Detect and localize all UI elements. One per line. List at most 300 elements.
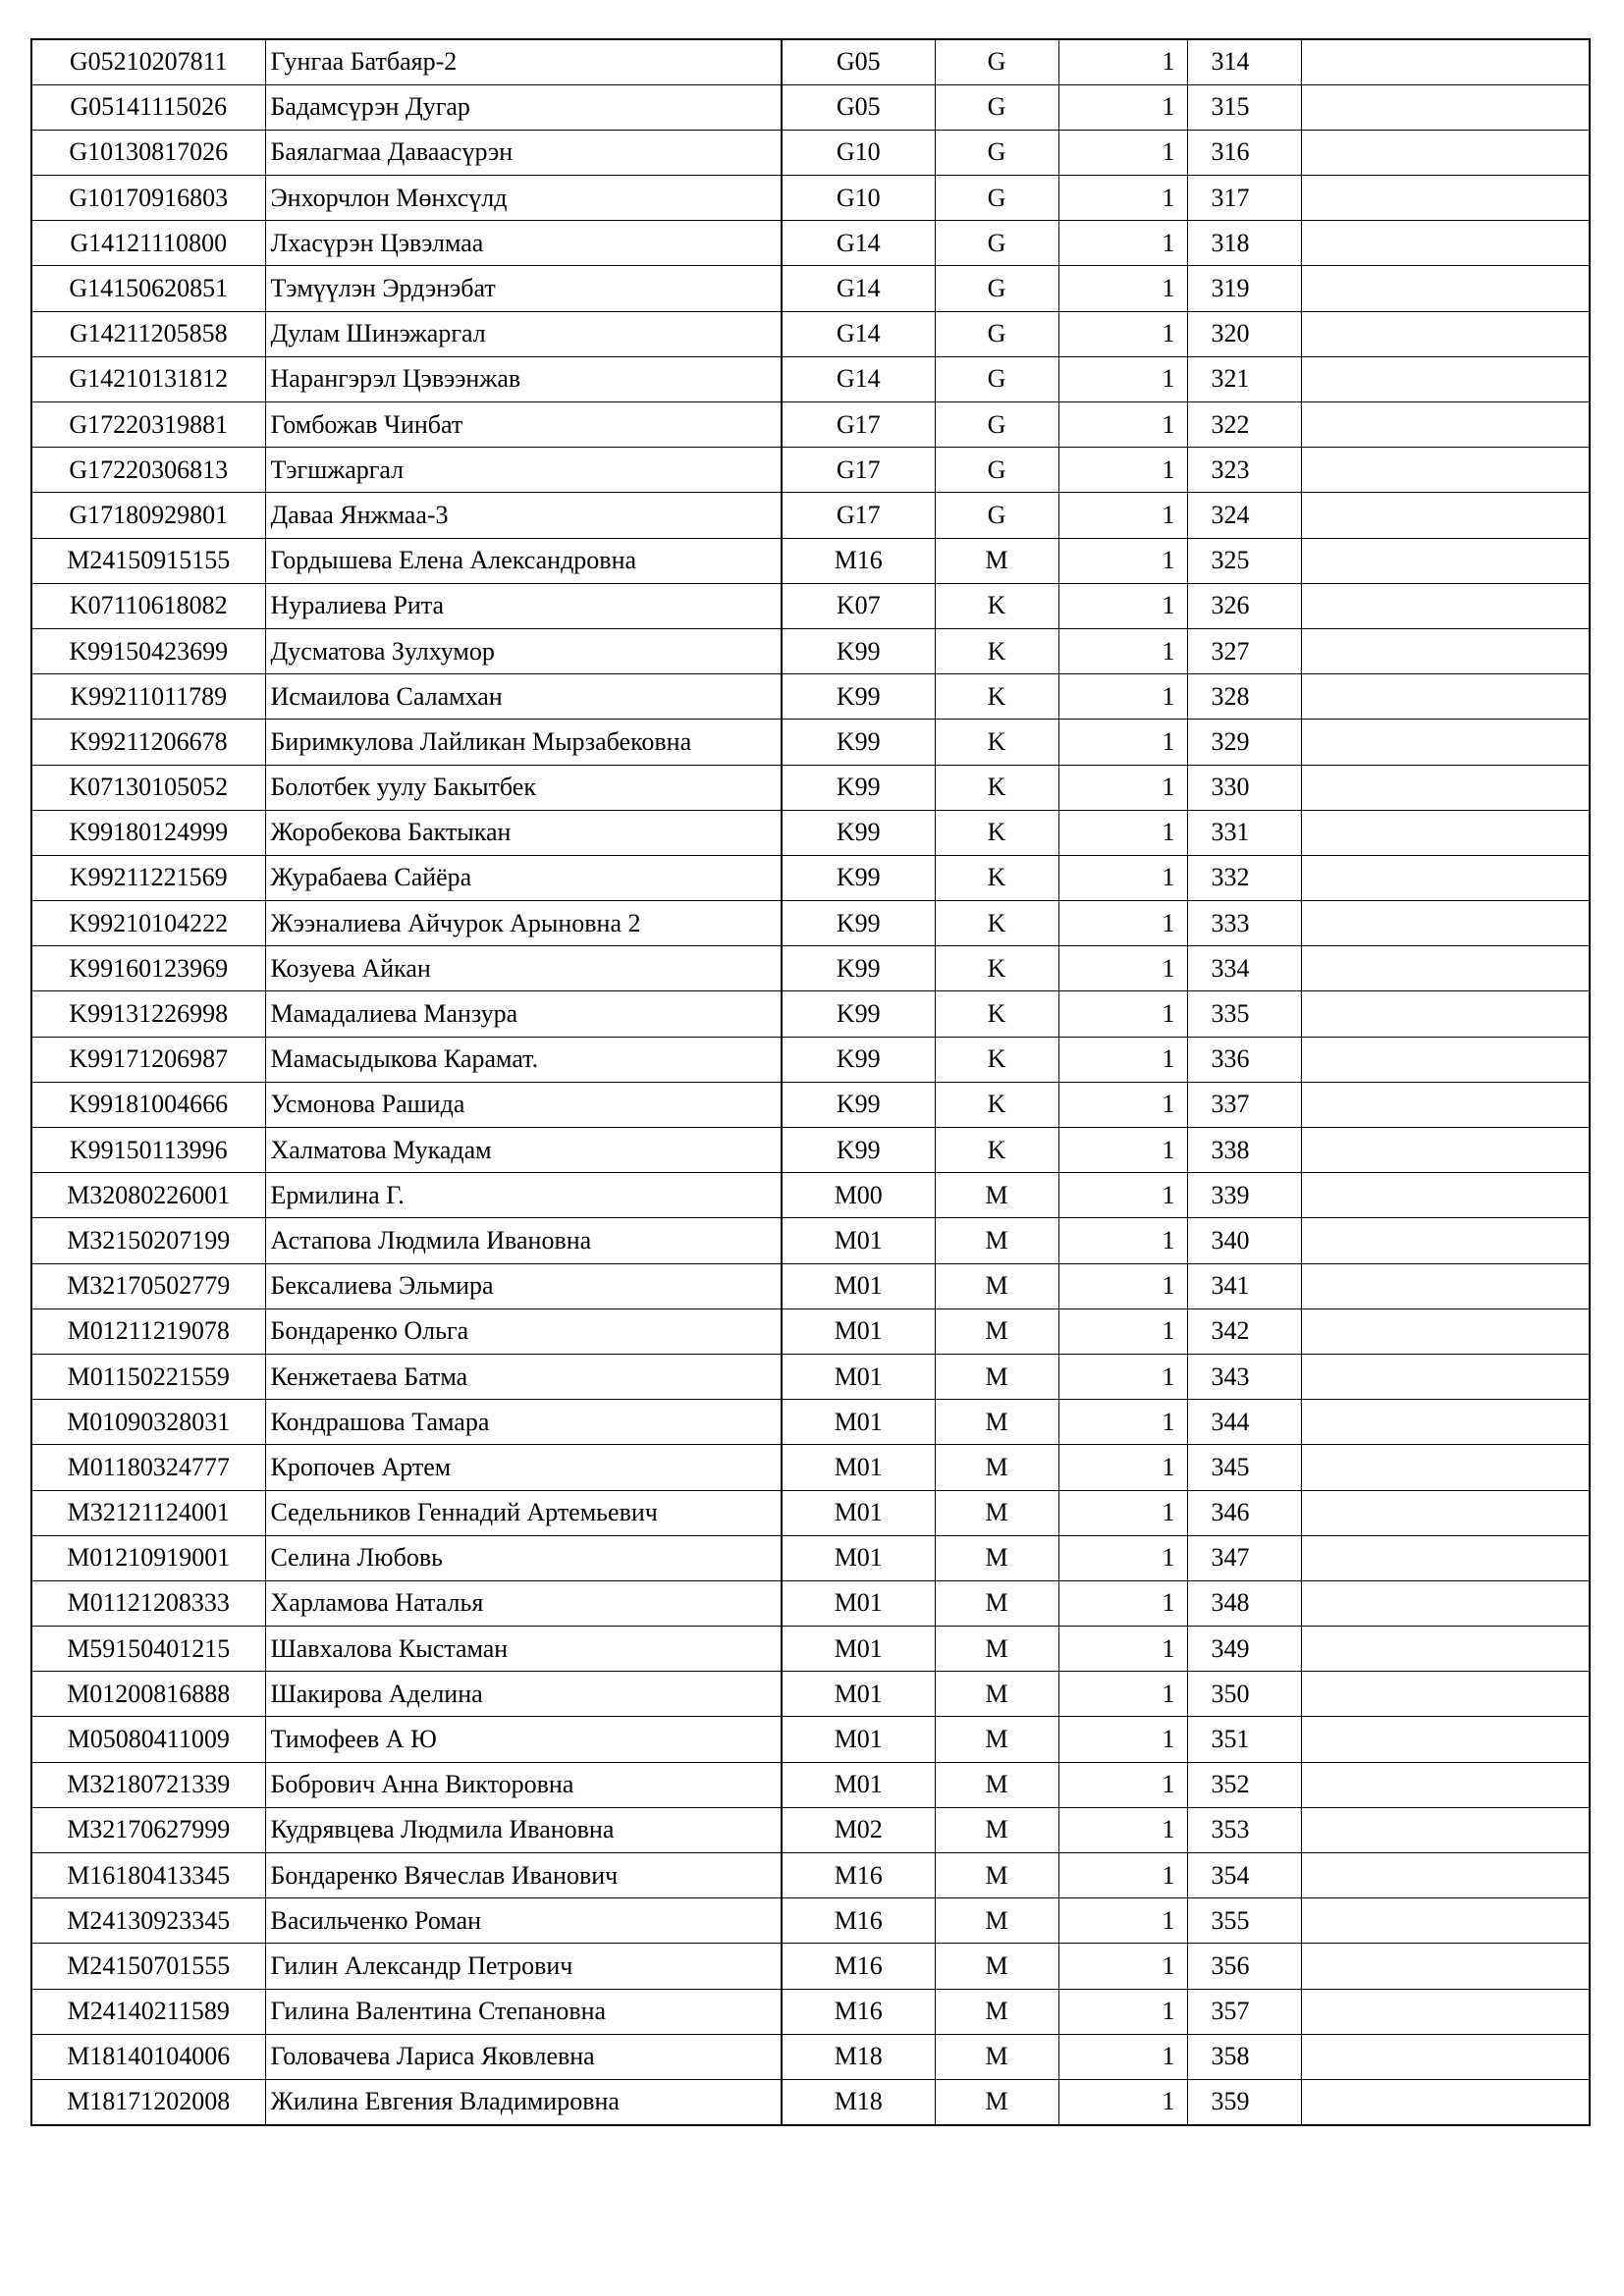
quantity-cell: 1 [1058, 1580, 1187, 1626]
group-code-cell: M16 [782, 1989, 935, 2034]
quantity-cell: 1 [1058, 1535, 1187, 1580]
member-name-cell: Кондрашова Тамара [265, 1400, 782, 1445]
member-name-cell: Нуралиева Рита [265, 583, 782, 628]
table-row [31, 2034, 1590, 2079]
sequence-number-cell: 338 [1187, 1128, 1301, 1173]
empty-cell [1301, 674, 1590, 720]
table-row [31, 221, 1590, 266]
member-code-cell: G14121110800 [31, 221, 265, 266]
member-name-cell: Жээналиева Айчурок Арыновна 2 [265, 901, 782, 946]
table-row [31, 1082, 1590, 1127]
table-row [31, 1944, 1590, 1989]
quantity-cell: 1 [1058, 39, 1187, 84]
empty-cell [1301, 991, 1590, 1037]
region-letter-cell: G [935, 84, 1058, 130]
member-name-cell: Бадамсүрэн Дугар [265, 84, 782, 130]
member-code-cell: K07110618082 [31, 583, 265, 628]
group-code-cell: M16 [782, 1944, 935, 1989]
table-row [31, 1445, 1590, 1490]
member-code-cell: K99181004666 [31, 1082, 265, 1127]
empty-cell [1301, 1853, 1590, 1898]
table-row [31, 1717, 1590, 1762]
empty-cell [1301, 1535, 1590, 1580]
empty-cell [1301, 810, 1590, 855]
region-letter-cell: M [935, 1898, 1058, 1944]
member-name-cell: Тэгшжаргал [265, 448, 782, 493]
quantity-cell: 1 [1058, 1263, 1187, 1308]
group-code-cell: K99 [782, 901, 935, 946]
quantity-cell: 1 [1058, 221, 1187, 266]
member-name-cell: Шавхалова Кыстаман [265, 1627, 782, 1672]
group-code-cell: M01 [782, 1445, 935, 1490]
quantity-cell: 1 [1058, 130, 1187, 175]
empty-cell [1301, 1445, 1590, 1490]
table-row [31, 448, 1590, 493]
sequence-number-cell: 355 [1187, 1898, 1301, 1944]
member-code-cell: M16180413345 [31, 1853, 265, 1898]
quantity-cell: 1 [1058, 628, 1187, 673]
empty-cell [1301, 1308, 1590, 1354]
empty-cell [1301, 720, 1590, 765]
member-code-cell: G10170916803 [31, 176, 265, 221]
sequence-number-cell: 335 [1187, 991, 1301, 1037]
sequence-number-cell: 342 [1187, 1308, 1301, 1354]
empty-cell [1301, 1490, 1590, 1535]
empty-cell [1301, 946, 1590, 991]
empty-cell [1301, 266, 1590, 311]
region-letter-cell: K [935, 901, 1058, 946]
empty-cell [1301, 1400, 1590, 1445]
empty-cell [1301, 356, 1590, 401]
member-name-cell: Мамасыдыкова Карамат. [265, 1037, 782, 1082]
member-name-cell: Лхасүрэн Цэвэлмаа [265, 221, 782, 266]
quantity-cell: 1 [1058, 1989, 1187, 2034]
empty-cell [1301, 84, 1590, 130]
member-code-cell: G05141115026 [31, 84, 265, 130]
member-name-cell: Бондаренко Вячеслав Иванович [265, 1853, 782, 1898]
member-name-cell: Бондаренко Ольга [265, 1308, 782, 1354]
empty-cell [1301, 538, 1590, 583]
member-code-cell: K99211011789 [31, 674, 265, 720]
table-row [31, 1898, 1590, 1944]
sequence-number-cell: 328 [1187, 674, 1301, 720]
member-code-cell: M24140211589 [31, 1989, 265, 2034]
table-row [31, 1989, 1590, 2034]
member-name-cell: Мамадалиева Манзура [265, 991, 782, 1037]
group-code-cell: K99 [782, 674, 935, 720]
region-letter-cell: M [935, 1173, 1058, 1218]
empty-cell [1301, 39, 1590, 84]
member-code-cell: M24150701555 [31, 1944, 265, 1989]
quantity-cell: 1 [1058, 810, 1187, 855]
sequence-number-cell: 359 [1187, 2079, 1301, 2124]
sequence-number-cell: 346 [1187, 1490, 1301, 1535]
table-row [31, 1627, 1590, 1672]
table-row [31, 1173, 1590, 1218]
empty-cell [1301, 130, 1590, 175]
member-code-cell: M01090328031 [31, 1400, 265, 1445]
member-table [30, 38, 1591, 2126]
empty-cell [1301, 1037, 1590, 1082]
region-letter-cell: M [935, 1490, 1058, 1535]
empty-cell [1301, 1672, 1590, 1717]
sequence-number-cell: 316 [1187, 130, 1301, 175]
sequence-number-cell: 352 [1187, 1762, 1301, 1807]
group-code-cell: G17 [782, 493, 935, 538]
member-name-cell: Кенжетаева Батма [265, 1354, 782, 1399]
member-name-cell: Гунгаа Батбаяр-2 [265, 39, 782, 84]
region-letter-cell: K [935, 674, 1058, 720]
region-letter-cell: M [935, 1308, 1058, 1354]
table-row [31, 1762, 1590, 1807]
group-code-cell: K99 [782, 810, 935, 855]
member-code-cell: K07130105052 [31, 765, 265, 810]
sequence-number-cell: 315 [1187, 84, 1301, 130]
group-code-cell: K99 [782, 946, 935, 991]
member-name-cell: Тэмүүлэн Эрдэнэбат [265, 266, 782, 311]
sequence-number-cell: 333 [1187, 901, 1301, 946]
table-row [31, 1580, 1590, 1626]
quantity-cell: 1 [1058, 1037, 1187, 1082]
member-name-cell: Баялагмаа Даваасүрэн [265, 130, 782, 175]
empty-cell [1301, 1354, 1590, 1399]
sequence-number-cell: 348 [1187, 1580, 1301, 1626]
member-code-cell: M24130923345 [31, 1898, 265, 1944]
sequence-number-cell: 343 [1187, 1354, 1301, 1399]
member-name-cell: Астапова Людмила Ивановна [265, 1218, 782, 1263]
table-row [31, 84, 1590, 130]
quantity-cell: 1 [1058, 1672, 1187, 1717]
quantity-cell: 1 [1058, 2034, 1187, 2079]
empty-cell [1301, 311, 1590, 356]
member-code-cell: G05210207811 [31, 39, 265, 84]
table-row [31, 901, 1590, 946]
member-code-cell: G14150620851 [31, 266, 265, 311]
group-code-cell: G10 [782, 176, 935, 221]
sequence-number-cell: 344 [1187, 1400, 1301, 1445]
region-letter-cell: G [935, 266, 1058, 311]
group-code-cell: G14 [782, 356, 935, 401]
table-row [31, 538, 1590, 583]
empty-cell [1301, 1762, 1590, 1807]
empty-cell [1301, 1807, 1590, 1852]
region-letter-cell: M [935, 538, 1058, 583]
group-code-cell: K99 [782, 720, 935, 765]
group-code-cell: M18 [782, 2079, 935, 2124]
empty-cell [1301, 176, 1590, 221]
group-code-cell: M01 [782, 1672, 935, 1717]
region-letter-cell: G [935, 176, 1058, 221]
group-code-cell: M18 [782, 2034, 935, 2079]
sequence-number-cell: 323 [1187, 448, 1301, 493]
quantity-cell: 1 [1058, 946, 1187, 991]
member-code-cell: M05080411009 [31, 1717, 265, 1762]
group-code-cell: M01 [782, 1400, 935, 1445]
region-letter-cell: G [935, 221, 1058, 266]
quantity-cell: 1 [1058, 1308, 1187, 1354]
empty-cell [1301, 1580, 1590, 1626]
region-letter-cell: K [935, 946, 1058, 991]
group-code-cell: M02 [782, 1807, 935, 1852]
member-name-cell: Васильченко Роман [265, 1898, 782, 1944]
empty-cell [1301, 221, 1590, 266]
region-letter-cell: G [935, 448, 1058, 493]
empty-cell [1301, 628, 1590, 673]
sequence-number-cell: 340 [1187, 1218, 1301, 1263]
member-name-cell: Биримкулова Лайликан Мырзабековна [265, 720, 782, 765]
member-name-cell: Нарангэрэл Цэвээнжав [265, 356, 782, 401]
quantity-cell: 1 [1058, 311, 1187, 356]
quantity-cell: 1 [1058, 901, 1187, 946]
region-letter-cell: M [935, 1218, 1058, 1263]
group-code-cell: M01 [782, 1218, 935, 1263]
member-code-cell: M01150221559 [31, 1354, 265, 1399]
member-code-cell: M32121124001 [31, 1490, 265, 1535]
quantity-cell: 1 [1058, 1762, 1187, 1807]
table-row [31, 1807, 1590, 1852]
member-code-cell: K99131226998 [31, 991, 265, 1037]
table-row [31, 1535, 1590, 1580]
group-code-cell: G05 [782, 84, 935, 130]
table-row [31, 266, 1590, 311]
region-letter-cell: M [935, 2034, 1058, 2079]
member-code-cell: K99171206987 [31, 1037, 265, 1082]
member-code-cell: M01210919001 [31, 1535, 265, 1580]
group-code-cell: G10 [782, 130, 935, 175]
member-code-cell: M59150401215 [31, 1627, 265, 1672]
sequence-number-cell: 334 [1187, 946, 1301, 991]
member-code-cell: M32170502779 [31, 1263, 265, 1308]
table-row [31, 356, 1590, 401]
region-letter-cell: M [935, 1807, 1058, 1852]
sequence-number-cell: 322 [1187, 402, 1301, 448]
region-letter-cell: M [935, 1717, 1058, 1762]
region-letter-cell: M [935, 1989, 1058, 2034]
member-name-cell: Дулам Шинэжаргал [265, 311, 782, 356]
table-row [31, 991, 1590, 1037]
member-code-cell: M01211219078 [31, 1308, 265, 1354]
sequence-number-cell: 336 [1187, 1037, 1301, 1082]
empty-cell [1301, 1717, 1590, 1762]
group-code-cell: K99 [782, 1082, 935, 1127]
table-row [31, 946, 1590, 991]
sequence-number-cell: 354 [1187, 1853, 1301, 1898]
empty-cell [1301, 1082, 1590, 1127]
member-name-cell: Бобрович Анна Викторовна [265, 1762, 782, 1807]
table-row [31, 493, 1590, 538]
member-name-cell: Седельников Геннадий Артемьевич [265, 1490, 782, 1535]
region-letter-cell: K [935, 810, 1058, 855]
quantity-cell: 1 [1058, 674, 1187, 720]
quantity-cell: 1 [1058, 266, 1187, 311]
member-name-cell: Гомбожав Чинбат [265, 402, 782, 448]
member-name-cell: Энхорчлон Мөнхсүлд [265, 176, 782, 221]
table-row [31, 1128, 1590, 1173]
region-letter-cell: K [935, 765, 1058, 810]
member-name-cell: Ермилина Г. [265, 1173, 782, 1218]
member-name-cell: Жилина Евгения Владимировна [265, 2079, 782, 2124]
member-code-cell: M32150207199 [31, 1218, 265, 1263]
region-letter-cell: G [935, 493, 1058, 538]
member-name-cell: Кропочев Артем [265, 1445, 782, 1490]
group-code-cell: K07 [782, 583, 935, 628]
empty-cell [1301, 448, 1590, 493]
empty-cell [1301, 1989, 1590, 2034]
sequence-number-cell: 351 [1187, 1717, 1301, 1762]
region-letter-cell: K [935, 1128, 1058, 1173]
member-name-cell: Даваа Янжмаа-3 [265, 493, 782, 538]
group-code-cell: M01 [782, 1354, 935, 1399]
empty-cell [1301, 402, 1590, 448]
group-code-cell: G17 [782, 402, 935, 448]
quantity-cell: 1 [1058, 2079, 1187, 2124]
table-row [31, 1490, 1590, 1535]
group-code-cell: K99 [782, 1128, 935, 1173]
quantity-cell: 1 [1058, 1082, 1187, 1127]
member-code-cell: M01200816888 [31, 1672, 265, 1717]
member-code-cell: K99150423699 [31, 628, 265, 673]
member-name-cell: Харламова Наталья [265, 1580, 782, 1626]
quantity-cell: 1 [1058, 855, 1187, 900]
sequence-number-cell: 350 [1187, 1672, 1301, 1717]
table-row [31, 1263, 1590, 1308]
group-code-cell: M16 [782, 1853, 935, 1898]
empty-cell [1301, 1898, 1590, 1944]
empty-cell [1301, 1944, 1590, 1989]
quantity-cell: 1 [1058, 1400, 1187, 1445]
member-name-cell: Болотбек уулу Бакытбек [265, 765, 782, 810]
quantity-cell: 1 [1058, 84, 1187, 130]
region-letter-cell: M [935, 1944, 1058, 1989]
region-letter-cell: K [935, 991, 1058, 1037]
region-letter-cell: G [935, 356, 1058, 401]
quantity-cell: 1 [1058, 402, 1187, 448]
member-code-cell: K99160123969 [31, 946, 265, 991]
empty-cell [1301, 901, 1590, 946]
region-letter-cell: M [935, 2079, 1058, 2124]
group-code-cell: M01 [782, 1490, 935, 1535]
table-row [31, 2079, 1590, 2124]
quantity-cell: 1 [1058, 493, 1187, 538]
quantity-cell: 1 [1058, 765, 1187, 810]
group-code-cell: K99 [782, 628, 935, 673]
member-code-cell: G14210131812 [31, 356, 265, 401]
region-letter-cell: M [935, 1535, 1058, 1580]
sequence-number-cell: 326 [1187, 583, 1301, 628]
sequence-number-cell: 339 [1187, 1173, 1301, 1218]
table-row [31, 402, 1590, 448]
quantity-cell: 1 [1058, 1853, 1187, 1898]
quantity-cell: 1 [1058, 991, 1187, 1037]
member-name-cell: Халматова Мукадам [265, 1128, 782, 1173]
member-code-cell: M32180721339 [31, 1762, 265, 1807]
table-row [31, 311, 1590, 356]
member-code-cell: G17220319881 [31, 402, 265, 448]
table-row [31, 810, 1590, 855]
sequence-number-cell: 341 [1187, 1263, 1301, 1308]
region-letter-cell: M [935, 1354, 1058, 1399]
region-letter-cell: G [935, 130, 1058, 175]
sequence-number-cell: 358 [1187, 2034, 1301, 2079]
quantity-cell: 1 [1058, 1173, 1187, 1218]
group-code-cell: M01 [782, 1535, 935, 1580]
member-code-cell: M24150915155 [31, 538, 265, 583]
member-code-cell: G17180929801 [31, 493, 265, 538]
quantity-cell: 1 [1058, 1807, 1187, 1852]
sequence-number-cell: 314 [1187, 39, 1301, 84]
group-code-cell: G14 [782, 311, 935, 356]
table-row [31, 765, 1590, 810]
group-code-cell: K99 [782, 991, 935, 1037]
empty-cell [1301, 1627, 1590, 1672]
member-name-cell: Гилин Александр Петрович [265, 1944, 782, 1989]
quantity-cell: 1 [1058, 1627, 1187, 1672]
sequence-number-cell: 356 [1187, 1944, 1301, 1989]
table-row [31, 1853, 1590, 1898]
member-name-cell: Головачева Лариса Яковлевна [265, 2034, 782, 2079]
region-letter-cell: K [935, 1037, 1058, 1082]
region-letter-cell: G [935, 311, 1058, 356]
member-code-cell: M01180324777 [31, 1445, 265, 1490]
group-code-cell: K99 [782, 1037, 935, 1082]
region-letter-cell: K [935, 1082, 1058, 1127]
group-code-cell: M01 [782, 1580, 935, 1626]
sequence-number-cell: 353 [1187, 1807, 1301, 1852]
group-code-cell: G05 [782, 39, 935, 84]
sequence-number-cell: 345 [1187, 1445, 1301, 1490]
quantity-cell: 1 [1058, 448, 1187, 493]
sequence-number-cell: 329 [1187, 720, 1301, 765]
table-row [31, 583, 1590, 628]
quantity-cell: 1 [1058, 1490, 1187, 1535]
region-letter-cell: M [935, 1580, 1058, 1626]
member-name-cell: Кудрявцева Людмила Ивановна [265, 1807, 782, 1852]
sequence-number-cell: 331 [1187, 810, 1301, 855]
quantity-cell: 1 [1058, 1898, 1187, 1944]
quantity-cell: 1 [1058, 1128, 1187, 1173]
empty-cell [1301, 583, 1590, 628]
region-letter-cell: M [935, 1400, 1058, 1445]
region-letter-cell: M [935, 1263, 1058, 1308]
quantity-cell: 1 [1058, 356, 1187, 401]
member-code-cell: G10130817026 [31, 130, 265, 175]
quantity-cell: 1 [1058, 1218, 1187, 1263]
table-row [31, 720, 1590, 765]
member-name-cell: Бексалиева Эльмира [265, 1263, 782, 1308]
sequence-number-cell: 325 [1187, 538, 1301, 583]
member-code-cell: K99180124999 [31, 810, 265, 855]
group-code-cell: K99 [782, 855, 935, 900]
group-code-cell: K99 [782, 765, 935, 810]
member-name-cell: Исмаилова Саламхан [265, 674, 782, 720]
table-row [31, 1672, 1590, 1717]
region-letter-cell: G [935, 402, 1058, 448]
table-row [31, 1037, 1590, 1082]
member-code-cell: M01121208333 [31, 1580, 265, 1626]
empty-cell [1301, 1173, 1590, 1218]
group-code-cell: M01 [782, 1762, 935, 1807]
sequence-number-cell: 349 [1187, 1627, 1301, 1672]
empty-cell [1301, 2034, 1590, 2079]
table-row [31, 130, 1590, 175]
group-code-cell: M01 [782, 1308, 935, 1354]
table-row [31, 1354, 1590, 1399]
sequence-number-cell: 330 [1187, 765, 1301, 810]
empty-cell [1301, 2079, 1590, 2124]
member-name-cell: Тимофеев А Ю [265, 1717, 782, 1762]
table-row [31, 39, 1590, 84]
table-row [31, 1218, 1590, 1263]
